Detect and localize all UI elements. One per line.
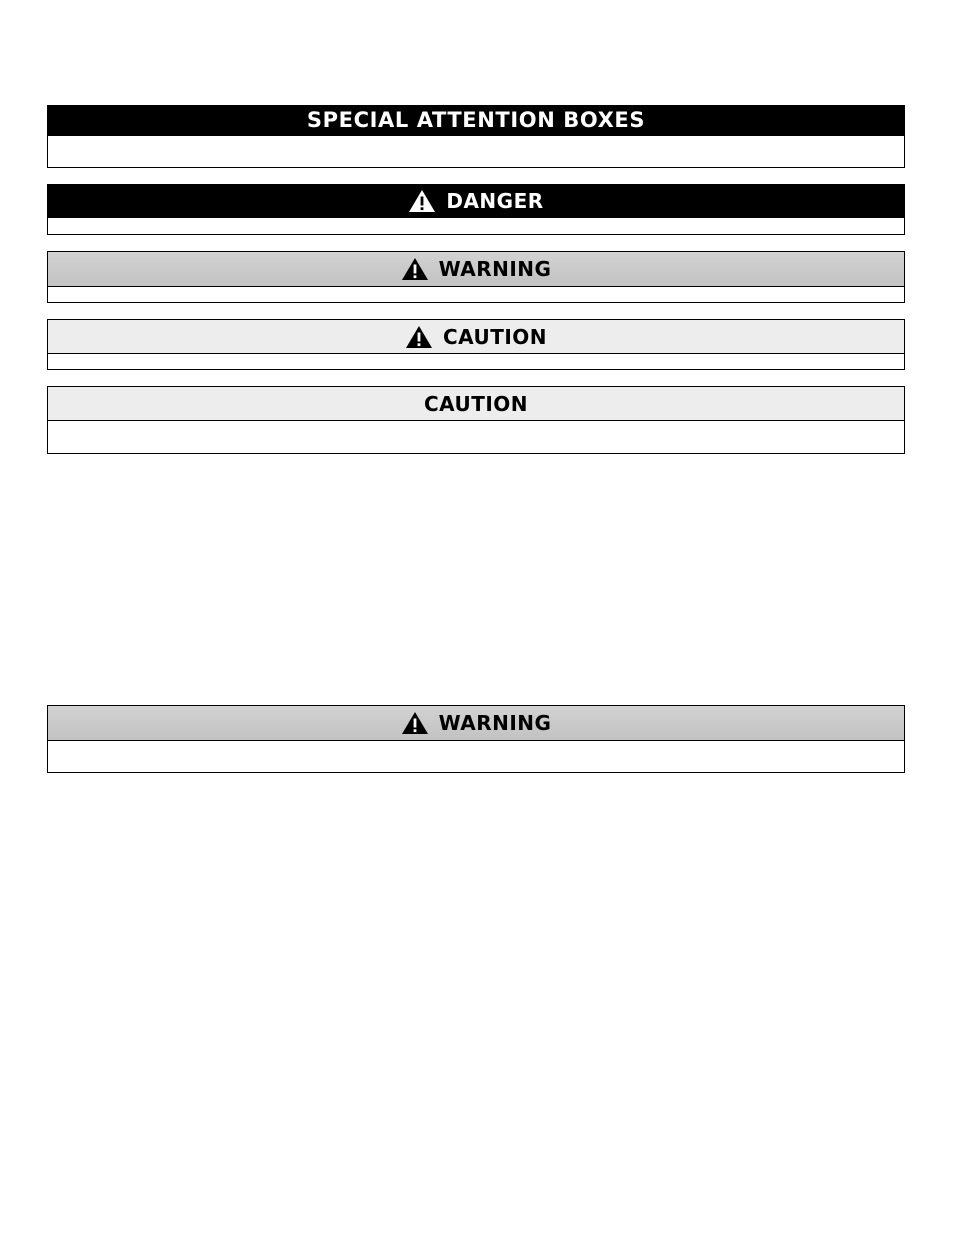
- warning-bottom-label: WARNING: [438, 711, 552, 735]
- warning-triangle-icon: [401, 711, 429, 735]
- warning-header: [48, 252, 904, 287]
- warning-triangle-icon: [408, 189, 436, 213]
- warning-bottom-box: [47, 705, 905, 773]
- warning-triangle-icon: [405, 325, 433, 349]
- warning-body: [48, 287, 904, 302]
- danger-box: [47, 184, 905, 235]
- warning-label: WARNING: [438, 257, 552, 281]
- caution-icon-header: [48, 320, 904, 354]
- warning-triangle-icon: [401, 257, 429, 281]
- special-attention-header: [48, 106, 904, 136]
- special-attention-body: [48, 136, 904, 167]
- special-attention-title: SPECIAL ATTENTION BOXES: [306, 108, 646, 132]
- caution-plain-box: [47, 386, 905, 454]
- caution-plain-label: CAUTION: [423, 391, 529, 416]
- warning-bottom-body: [48, 741, 904, 772]
- danger-label: DANGER: [446, 189, 544, 213]
- caution-icon-box: [47, 319, 905, 370]
- caution-icon-label: CAUTION: [442, 324, 548, 349]
- caution-plain-header: [48, 387, 904, 421]
- danger-header: [48, 185, 904, 218]
- danger-body: [48, 218, 904, 234]
- caution-icon-body: [48, 354, 904, 369]
- caution-plain-body: [48, 421, 904, 453]
- warning-box: [47, 251, 905, 303]
- warning-bottom-header: [48, 706, 904, 741]
- special-attention-title-box: [47, 105, 905, 168]
